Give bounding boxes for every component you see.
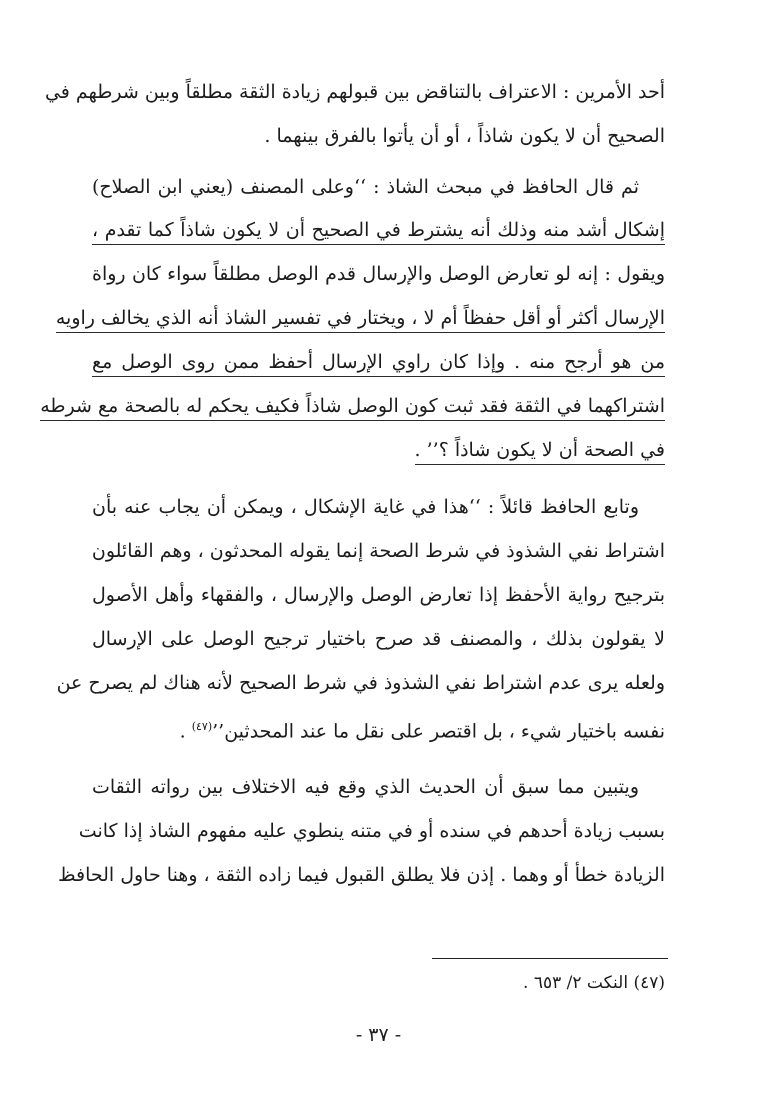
text-line-16: ويتبين مما سبق أن الحديث الذي وقع فيه الاختلاف بين رواته الثقات xyxy=(92,776,639,798)
underlined-text: الإرسال أكثر أو أقل حفظاً أم لا ، ويختار في تفسير الشاذ أنه الذي يخالف راويه xyxy=(56,307,665,333)
text-line-5: ويقول : إنه لو تعارض الوصل والإرسال قدم الوصل مطلقاً سواء كان رواة xyxy=(92,263,665,285)
underlined-text: في الصحة أن لا يكون شاذاً ؟’’ . xyxy=(415,439,665,465)
underlined-text: اشتراكهما في الثقة فقد ثبت كون الوصل شاذاً فكيف يحكم له بالصحة مع شرطه xyxy=(40,395,665,421)
text-line-14: ولعله يرى عدم اشتراط نفي الشذوذ في شرط الصحيح لأنه هناك لم يصرح عن xyxy=(56,672,665,694)
footnote-separator xyxy=(432,958,668,959)
text-line-10: وتابع الحافظ قائلاً : ‘‘هذا في غاية الإشكال ، ويمكن أن يجاب عنه بأن xyxy=(92,496,639,518)
line-end: . xyxy=(179,720,192,743)
text-line-15 xyxy=(92,715,665,743)
text-line-3: ثم قال الحافظ في مبحث الشاذ : ‘‘وعلى المصنف (يعني ابن الصلاح) xyxy=(92,176,639,198)
text-line-8 xyxy=(40,394,665,418)
text-line-9 xyxy=(92,438,665,462)
text-line-7 xyxy=(92,350,665,374)
text-line-1: أحد الأمرين : الاعتراف بالتناقض بين قبولهم زيادة الثقة مطلقاً وبين شرطهم في xyxy=(44,81,665,103)
footnote-ref: (٤٧) xyxy=(191,720,213,733)
page-number: - ٣٧ - xyxy=(355,1024,402,1046)
text-line-13: لا يقولون بذلك ، والمصنف قد صرح باختيار ترجيح الوصل على الإرسال xyxy=(92,628,665,650)
text-line-18: الزيادة خطأ أو وهما . إذن فلا يطلق القبول فيما زاده الثقة ، وهنا حاول الحافظ xyxy=(57,864,665,886)
underlined-text: من هو أرجح منه . وإذا كان راوي الإرسال أحفظ ممن روى الوصل مع xyxy=(92,351,665,377)
text-line-2: الصحيح أن لا يكون شاذاً ، أو أن يأتوا بالفرق بينهما . xyxy=(264,125,665,147)
text-line-11: اشتراط نفي الشذوذ في شرط الصحة إنما يقوله المحدثون ، وهم القائلون xyxy=(91,540,665,562)
text-line-17: بسبب زيادة أحدهم في سنده أو في متنه ينطوي عليه مفهوم الشاذ إذا كانت xyxy=(78,820,665,842)
footnote: (٤٧) النكت ٢/ ٦٥٣ . xyxy=(523,973,665,993)
line-text: نفسه باختيار شيء ، بل اقتصر على نقل ما عند المحدثين’’ xyxy=(212,720,665,743)
underlined-text: إشكال أشد منه وذلك أنه يشترط في الصحيح أن لا يكون شاذاً كما تقدم ، xyxy=(92,219,665,245)
text-line-4 xyxy=(92,218,665,242)
text-line-6 xyxy=(55,306,665,330)
text-line-12: بترجيح رواية الأحفظ إذا تعارض الوصل والإرسال ، والفقهاء وأهل الأصول xyxy=(92,584,665,606)
